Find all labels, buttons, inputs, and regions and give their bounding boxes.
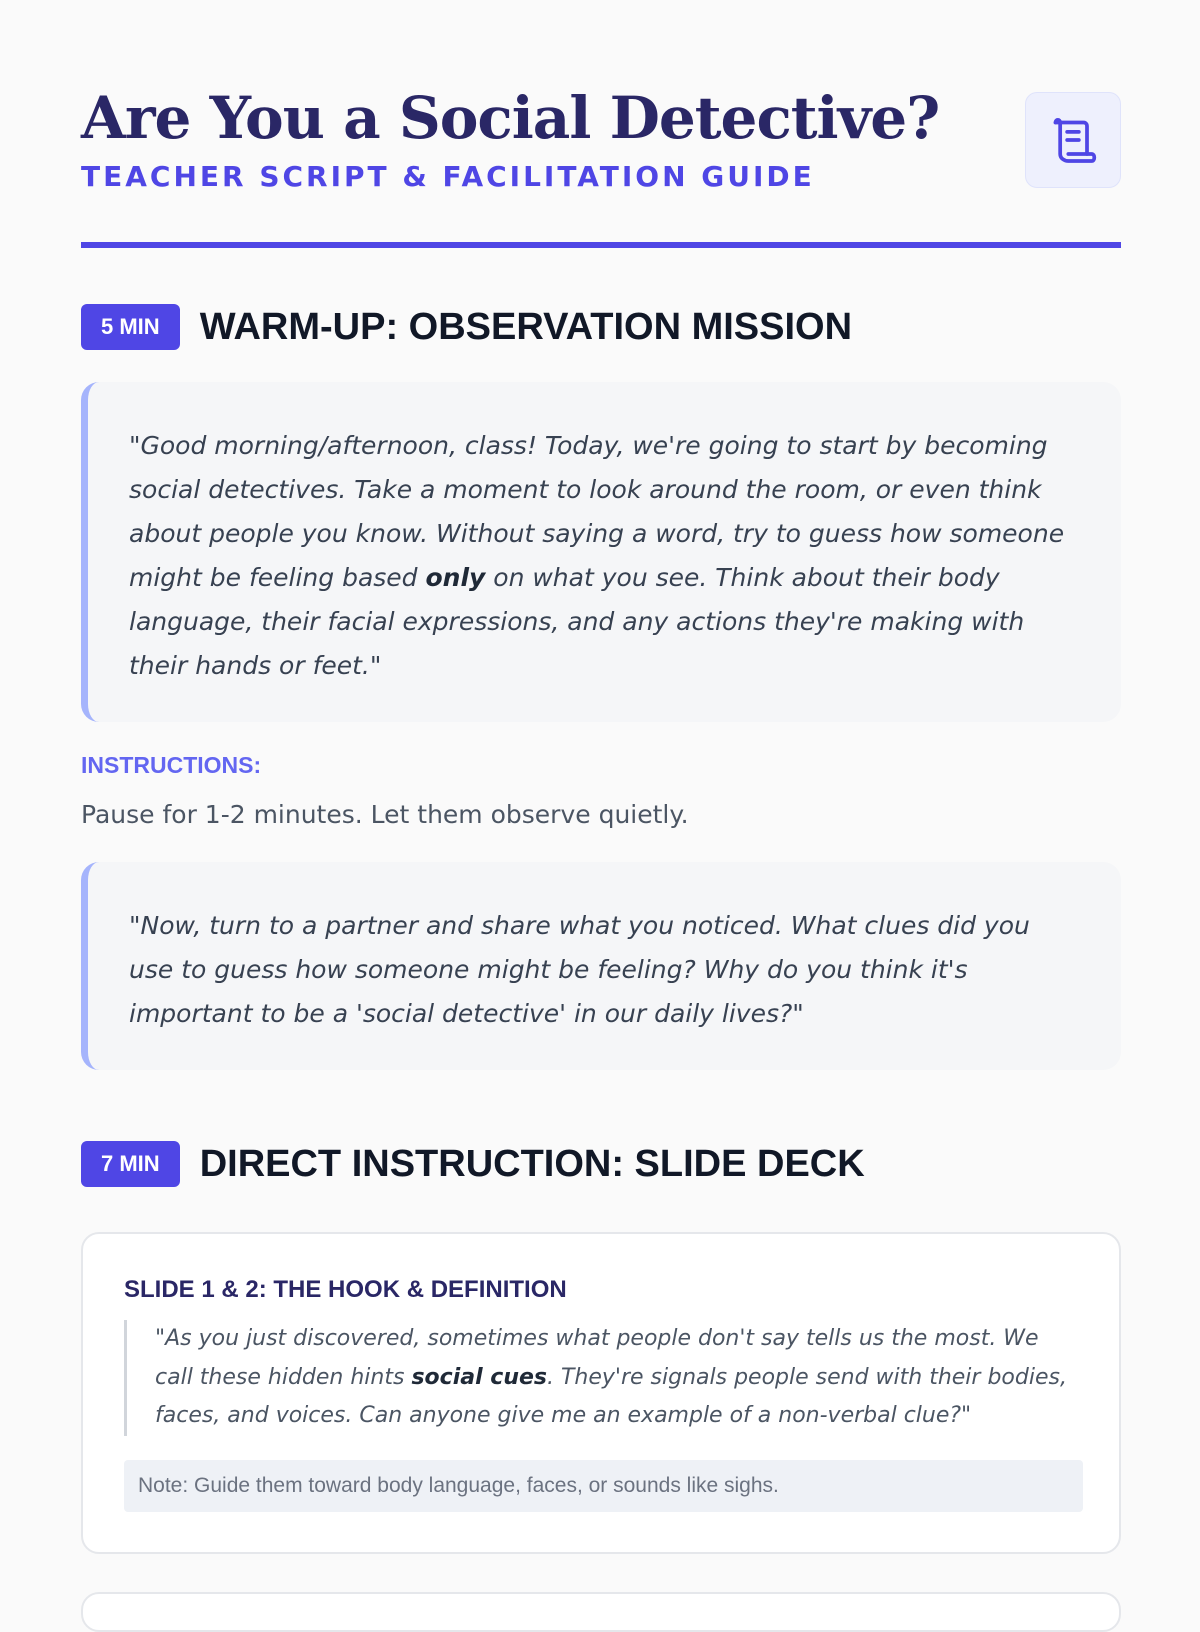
quote-text-part: on what you see. Think about their body language, their facial expressions, and any actions they're making with their hands or feet." xyxy=(129,563,1025,680)
warmup-heading xyxy=(81,303,852,351)
teacher-script-quote xyxy=(81,382,1121,722)
instructions-text: Pause for 1-2 minutes. Let them observe quietly. xyxy=(81,800,689,829)
quote-text-part: "As you just discovered, sometimes what people don't say tells us the most. We call these hidden hints xyxy=(155,1326,1039,1390)
time-badge: 5 MIN xyxy=(81,304,180,350)
page-title: Are You a Social Detective? xyxy=(81,84,940,152)
quote-text-part: "Good morning/afternoon, class! Today, we're going to start by becoming social detectives. Take a moment to look around the room, or even think about people you know. Without saying a word, try to guess how someone might be feeling based xyxy=(129,431,1065,592)
section-title: WARM-UP: OBSERVATION MISSION xyxy=(199,305,853,348)
quote-emphasis: social cues xyxy=(411,1364,547,1390)
slide-card xyxy=(81,1232,1121,1554)
lesson-page xyxy=(81,0,1121,1497)
instructions-label: INSTRUCTIONS: xyxy=(81,752,262,778)
quote-text: "Now, turn to a partner and share what you noticed. What clues did you use to guess how someone might be feeling? Why do you think it's important to be a 'social detective' in our daily lives?" xyxy=(129,911,1030,1028)
quote-text xyxy=(129,424,1081,688)
slide-quote-text xyxy=(155,1320,1074,1436)
page-subtitle: TEACHER SCRIPT & FACILITATION GUIDE xyxy=(81,160,815,193)
section-title: DIRECT INSTRUCTION: SLIDE DECK xyxy=(199,1142,865,1185)
page-header xyxy=(81,0,1121,248)
quote-emphasis: only xyxy=(425,563,486,592)
slide-note: Note: Guide them toward body language, faces, or sounds like sighs. xyxy=(124,1460,1083,1512)
slide-script-quote xyxy=(124,1320,1074,1436)
direct-instruction-heading xyxy=(81,1140,865,1188)
time-badge: 7 MIN xyxy=(81,1141,180,1187)
quote-text-part: . They're signals people send with their bodies, faces, and voices. Can anyone give me an example of a non-verbal clue?" xyxy=(155,1364,1067,1428)
slide-title: SLIDE 1 & 2: THE HOOK & DEFINITION xyxy=(124,1276,567,1303)
next-slide-card xyxy=(81,1592,1121,1632)
script-scroll-icon xyxy=(1025,92,1121,188)
teacher-script-quote xyxy=(81,862,1121,1070)
